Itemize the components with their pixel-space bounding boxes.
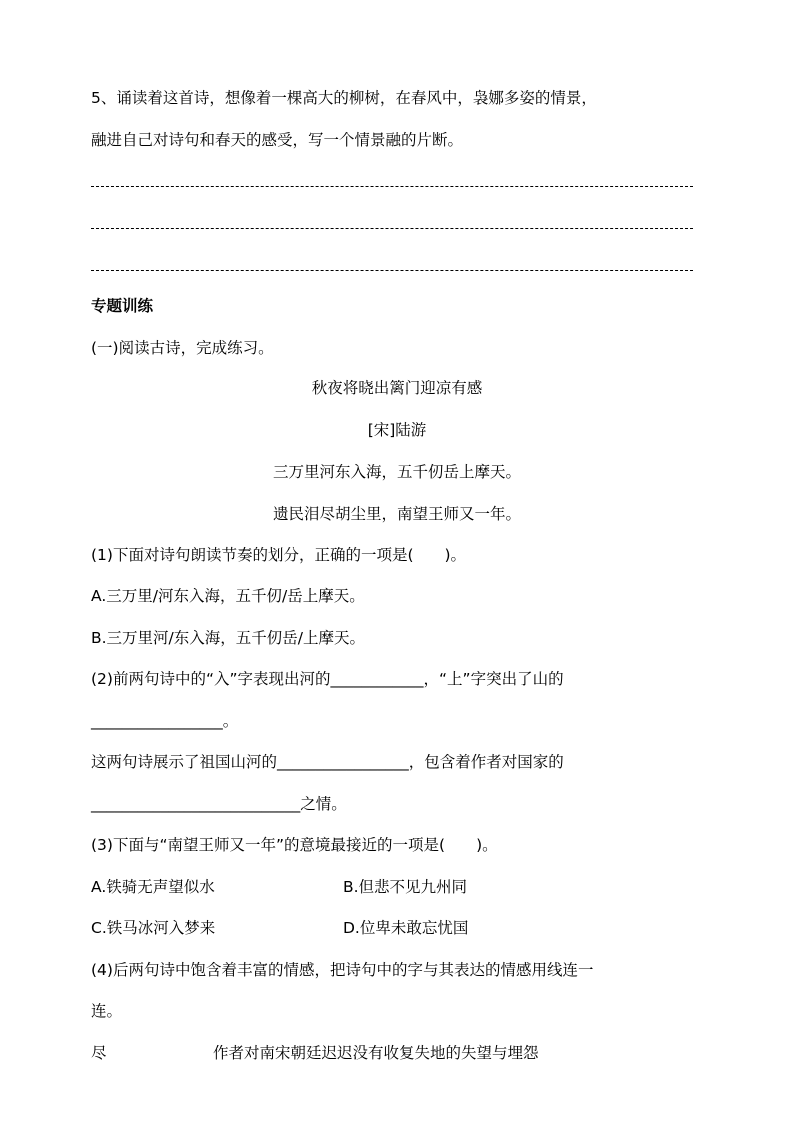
question-2-line-2: _________________。 <box>91 712 239 730</box>
question-2-line-4: ___________________________之情。 <box>91 795 347 813</box>
question-3-option-d: D.位卑未敢忘忧国 <box>343 919 469 937</box>
answer-line <box>91 270 693 271</box>
section-title: 专题训练 <box>91 297 154 315</box>
question-1-option-a: A.三万里/河东入海，五千仞/岳上摩天。 <box>91 587 365 605</box>
poem-line-2: 遗民泪尽胡尘里，南望王师又一年。 <box>272 505 521 523</box>
question-2-line-3: 这两句诗展示了祖国山河的_________________，包含着作者对国家的 <box>91 753 564 771</box>
question-5-line-1: 5、诵读着这首诗，想像着一棵高大的柳树，在春风中，袅娜多姿的情景， <box>91 89 597 107</box>
question-3-option-c: C.铁马冰河入梦来 <box>91 919 216 937</box>
match-word[interactable]: 尽 <box>91 1044 107 1062</box>
part-1-heading: (一)阅读古诗，完成练习。 <box>91 339 274 357</box>
question-1-option-b: B.三万里河/东入海，五千仞岳/上摩天。 <box>91 629 366 647</box>
question-3-option-a: A.铁骑无声望似水 <box>91 878 215 896</box>
answer-line <box>91 228 693 229</box>
question-4-line-2: 连。 <box>91 1002 123 1020</box>
match-emotion[interactable]: 作者对南宋朝廷迟迟没有收复失地的失望与埋怨 <box>213 1044 539 1062</box>
poem-title: 秋夜将晓出篱门迎凉有感 <box>311 379 483 397</box>
question-3-option-b: B.但悲不见九州同 <box>343 878 468 896</box>
poem-line-1: 三万里河东入海，五千仞岳上摩天。 <box>272 463 521 481</box>
question-4-line-1: (4)后两句诗中饱含着丰富的情感，把诗句中的字与其表达的情感用线连一 <box>91 961 594 979</box>
question-5-line-2: 融进自己对诗句和春天的感受，写一个情景融的片断。 <box>91 131 464 149</box>
question-1-stem: (1)下面对诗句朗读节奏的划分，正确的一项是( )。 <box>91 546 467 564</box>
question-2-line-1: (2)前两句诗中的“入”字表现出河的____________，“上”字突出了山的 <box>91 670 564 688</box>
question-3-stem: (3)下面与“南望王师又一年”的意境最接近的一项是( )。 <box>91 836 498 854</box>
answer-line <box>91 186 693 187</box>
poem-author: [宋]陆游 <box>367 421 427 439</box>
